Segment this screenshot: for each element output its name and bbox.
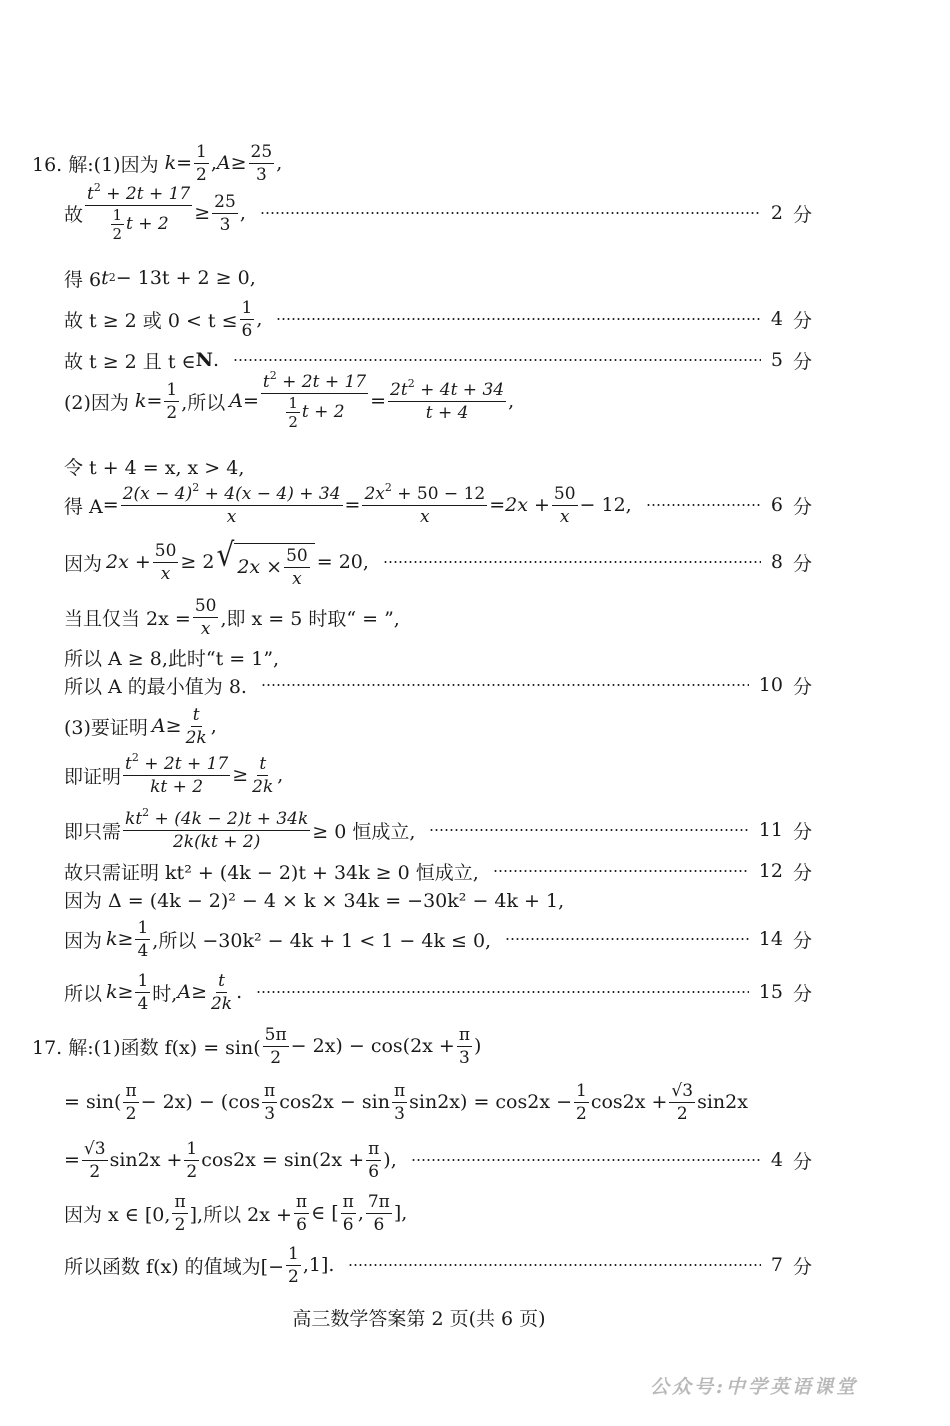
q16-line-19: 所以 k ≥ $\frac{1}{4}$ 时, A ≥ $\frac{t}{2k}$ . 15 分 (64, 970, 812, 1014)
score-label: 10 分 (758, 674, 812, 698)
q16-line-2 (64, 181, 812, 243)
score-label: 5 分 (770, 349, 812, 373)
leader-dots (256, 991, 749, 993)
leader-dots (348, 1264, 760, 1266)
watermark: 公众号:中学英语课堂 (650, 1376, 859, 1398)
q16-line-15: 即只需 $\frac{kt^2 + (4k - 2)t + 34k}{2k(kt + 2)}$ ≥ 0 恒成立, 11 分 (64, 805, 812, 852)
ge: ≥ (194, 202, 211, 224)
score-label: 8 分 (770, 551, 812, 575)
q16-line-11: 所以 A ≥ 8,此时“t = 1”, (64, 647, 280, 670)
leader-dots (411, 1159, 761, 1161)
q16-line-5: 故 t ≥ 2 且 t ∈ N . 5 分 (64, 331, 812, 389)
q16-line-4: 故 t ≥ 2 或 0 < t ≤ $\frac{1}{6}$ , 4 分 (64, 297, 812, 341)
eq: = (176, 152, 193, 174)
q16-part3: (3)要证明 A ≥ $\frac{t}{2k}$ , (64, 704, 217, 748)
leader-dots (276, 318, 760, 320)
score-label: 6 分 (770, 494, 812, 518)
comma: , (276, 152, 283, 174)
leader-dots (646, 504, 761, 506)
sqrt-symbol: √ 2x × $\frac{50}{x}$ (216, 536, 314, 589)
leader-dots (429, 829, 748, 831)
q17-label: 17. 解:(1)函数 f(x) = sin( (32, 1036, 261, 1059)
q17-part1: 17. 解:(1)函数 f(x) = sin( $\frac{5\pi}{2}$ − 2x) − cos(2x + $\frac{\pi}{3}$ ) (32, 1024, 482, 1068)
score-label: 4 分 (770, 1149, 812, 1173)
q16-line-10: 当且仅当 2x = $\frac{50}{x}$ ,即 x = 5 时取“ = ”, (64, 595, 400, 639)
q17-line-23: 因为 x ∈ [0, $\frac{\pi}{2}$ ],所以 2x + $\frac{\pi}{6}$ ∈ [ $\frac{\pi}{6}$ , $\frac{7\pi}{6}$ ], (64, 1191, 408, 1235)
q16-line-8: 得 A = $\frac{2(x - 4)^2 + 4(x - 4) + 34}{x}$ = $\frac{2x^2 + 50 - 12}{x}$ = 2x + $\frac{50}{x}$ − 12, 6 分 (64, 480, 812, 527)
denominator: $\frac{1}{2}$ t + 2 (112, 206, 169, 243)
leader-dots (260, 212, 761, 214)
leader-dots (505, 938, 749, 940)
leader-dots (233, 359, 761, 361)
var-k: k (164, 152, 177, 174)
q16-label: 16. 解:(1)因为 (32, 153, 159, 176)
score-label: 7 分 (770, 1254, 812, 1278)
q16-line-3: 得 6 t 2 − 13t + 2 ≥ 0, (64, 267, 256, 291)
score-label: 15 分 (758, 981, 812, 1005)
q16-line-18: 因为 k ≥ $\frac{1}{4}$ ,所以 −30k² − 4k + 1 < 1 − 4k ≤ 0, 14 分 (64, 917, 812, 961)
score-label: 11 分 (758, 819, 812, 843)
q17-line-24: 所以函数 f(x) 的值域为[− $\frac{1}{2}$ ,1]. 7 分 (64, 1243, 812, 1287)
score-label: 12 分 (758, 860, 812, 884)
comma: , (210, 152, 217, 174)
q16-part2: (2)因为 k = $\frac{1}{2}$ ,所以 A = $t^2 + 2t + 17$ $\frac{1}{2}$ t + 2 = $\frac{2t^2 + 4t + 34}{t + 4}$ , (64, 369, 515, 431)
expression: 故 $t^2 + 2t + 17$ $\frac{1}{2}$ t + 2 ≥ $\frac{25}{3}$ , (64, 181, 246, 243)
frac-A-of-t (85, 181, 192, 243)
q16-line-17: 因为 Δ = (4k − 2)² − 4 × k × 34k = −30k² − 4k + 1, (64, 889, 565, 912)
var-A: A (216, 152, 231, 174)
q16-line-7: 令 t + 4 = x, x > 4, (64, 456, 245, 479)
q16-line-14: 即证明 $\frac{t^2 + 2t + 17}{kt + 2}$ ≥ $\frac{t}{2k}$ , (64, 750, 284, 797)
frac-25-3: $\frac{25}{3}$ (250, 141, 273, 185)
q17-line-22: = $\frac{√3}{2}$ sin2x + $\frac{1}{2}$ cos2x = sin(2x + $\frac{\pi}{6}$ ), 4 分 (64, 1138, 812, 1182)
score-label: 14 分 (758, 928, 812, 952)
q16-line-12: 所以 A 的最小值为 8. 10 分 (64, 656, 812, 714)
q16-line-16: 故只需证明 kt² + (4k − 2)t + 34k ≥ 0 恒成立, 12 分 (64, 842, 812, 900)
text: 故 (64, 203, 84, 226)
q16-line-9: 因为 2x + $\frac{50}{x}$ ≥ 2 √ 2x × $\frac{50}{x}$ = 20, 8 分 (64, 534, 812, 589)
leader-dots (383, 561, 761, 563)
frac-1-2: $\frac{1}{2}$ (196, 141, 207, 185)
numerator: $t^2 + 2t + 17$ (87, 181, 191, 204)
score-label: 2 分 (770, 202, 812, 226)
leader-dots (261, 684, 749, 686)
ge: ≥ (230, 152, 247, 174)
q17-line-21: = sin( $\frac{\pi}{2}$ − 2x) − (cos $\frac{\pi}{3}$ cos2x − sin $\frac{\pi}{3}$ sin2x) = cos2x − $\frac{1}{2}$ cos2x + $\frac{√3}{2}$ sin2x (64, 1080, 748, 1124)
score-label: 4 分 (770, 308, 812, 332)
page-footer: 高三数学答案第 2 页(共 6 页) (292, 1308, 546, 1330)
